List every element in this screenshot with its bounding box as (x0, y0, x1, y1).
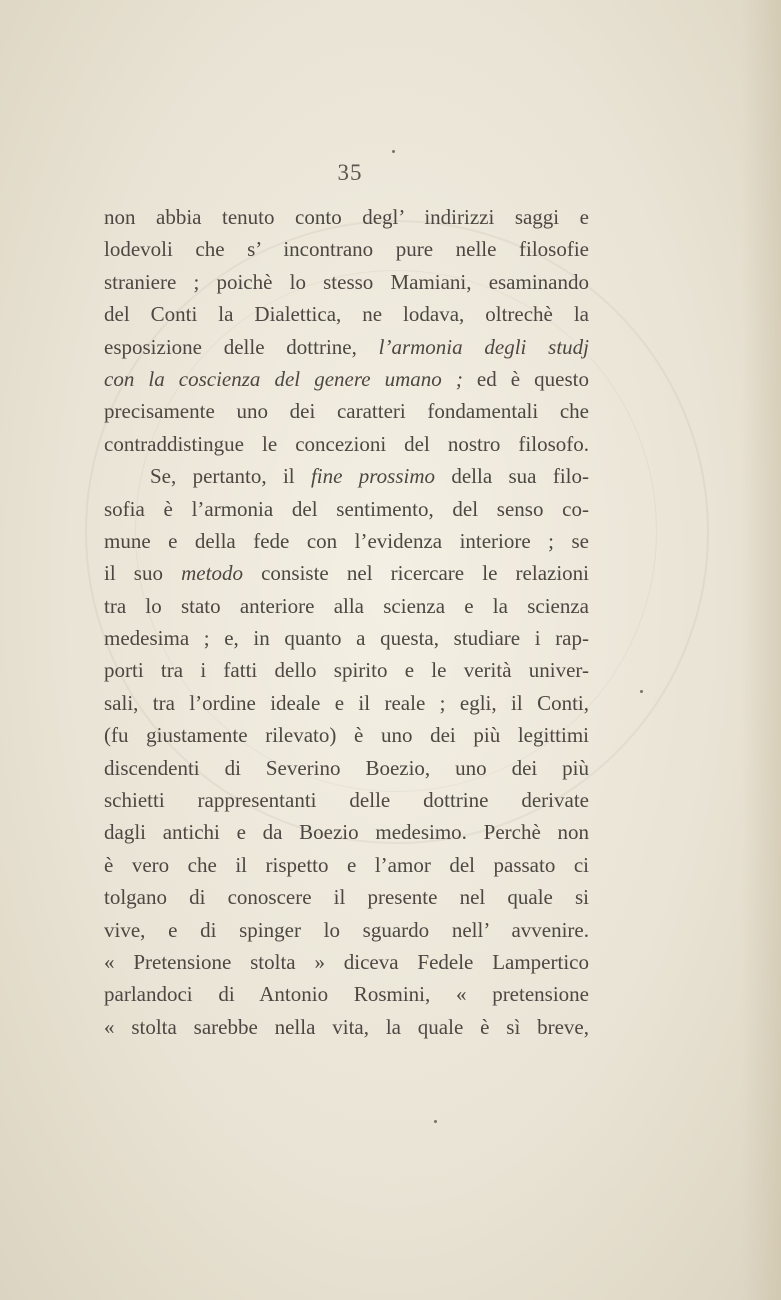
text-run: lodevoli che s’ incontrano pure nelle filosofie (104, 237, 589, 262)
italic-text: l’armonia degli studj (378, 334, 589, 359)
text-line (104, 233, 589, 265)
text-line (104, 395, 589, 427)
text-run: vive, e di spinger lo sguardo nell’ avvenire. (104, 917, 589, 942)
text-line (104, 719, 589, 751)
text-line (104, 784, 589, 816)
text-run: il suo (104, 561, 182, 586)
text-line (104, 654, 589, 686)
text-line (104, 849, 589, 881)
text-run: contraddistingue le concezioni del nostro filosofo. (104, 431, 589, 456)
text-run: « stolta sarebbe nella vita, la quale è sì breve, (104, 1014, 589, 1039)
text-run: sali, tra l’ordine ideale e il reale ; egli, il Conti, (104, 690, 589, 715)
text-line (104, 525, 589, 557)
text-line (104, 946, 589, 978)
text-run: « Pretensione stolta » diceva Fedele Lampertico (104, 949, 589, 974)
text-run: straniere ; poichè lo stesso Mamiani, esaminando (104, 269, 589, 294)
text-run: mune e della fede con l’evidenza interiore ; se (104, 528, 589, 553)
text-run: esposizione delle dottrine, (104, 334, 379, 359)
text-line (104, 978, 589, 1010)
speck (434, 1120, 437, 1123)
text-run: dagli antichi e da Boezio medesimo. Perchè non (104, 820, 589, 845)
text-run: del Conti la Dialettica, ne lodava, oltrechè la (104, 302, 589, 327)
text-run: consiste nel ricercare le relazioni (242, 561, 589, 586)
italic-text: con la coscienza del genere umano ; (104, 366, 463, 391)
text-run: parlandoci di Antonio Rosmini, « pretensione (104, 982, 589, 1007)
text-line (104, 622, 589, 654)
text-line (104, 493, 589, 525)
text-run: tra lo stato anteriore alla scienza e la scienza (104, 593, 589, 618)
text-line (104, 1011, 589, 1043)
italic-text: metodo (181, 561, 243, 586)
text-run: precisamente uno dei caratteri fondamentali che (104, 399, 589, 424)
text-run: (fu giustamente rilevato) è uno dei più legittimi (104, 723, 589, 748)
text-run: non abbia tenuto conto degl’ indirizzi saggi e (104, 205, 589, 229)
text-run: è vero che il rispetto e l’amor del passato ci (104, 852, 589, 877)
text-line (104, 590, 589, 622)
text-line (104, 914, 589, 946)
text-run: porti tra i fatti dello spirito e le verità univer- (104, 658, 589, 683)
text-line (104, 816, 589, 848)
text-run: tolgano di conoscere il presente nel quale si (104, 885, 589, 910)
text-line (104, 331, 589, 363)
text-run: ed è questo (462, 366, 589, 391)
text-line (104, 881, 589, 913)
text-run: sofia è l’armonia del sentimento, del senso co- (104, 496, 589, 521)
text-run: della sua filo- (435, 464, 589, 489)
text-line (104, 687, 589, 719)
text-line (104, 557, 589, 589)
text-line (104, 363, 589, 395)
speck (640, 690, 643, 693)
text-line (104, 428, 589, 460)
italic-text: fine prossimo (310, 464, 436, 489)
text-line (104, 752, 589, 784)
text-run: schietti rappresentanti delle dottrine derivate (104, 788, 589, 813)
text-line (104, 460, 589, 492)
body-text (104, 201, 589, 1043)
text-line (104, 201, 589, 233)
text-run: Se, pertanto, il (150, 464, 311, 489)
text-line (104, 298, 589, 330)
text-line (104, 266, 589, 298)
page-edge-shading (741, 0, 781, 1300)
text-run: medesima ; e, in quanto a questa, studiare i rap- (104, 626, 589, 651)
text-run: discendenti di Severino Boezio, uno dei più (104, 755, 589, 780)
page-number: 35 (337, 160, 363, 185)
speck (392, 150, 395, 153)
